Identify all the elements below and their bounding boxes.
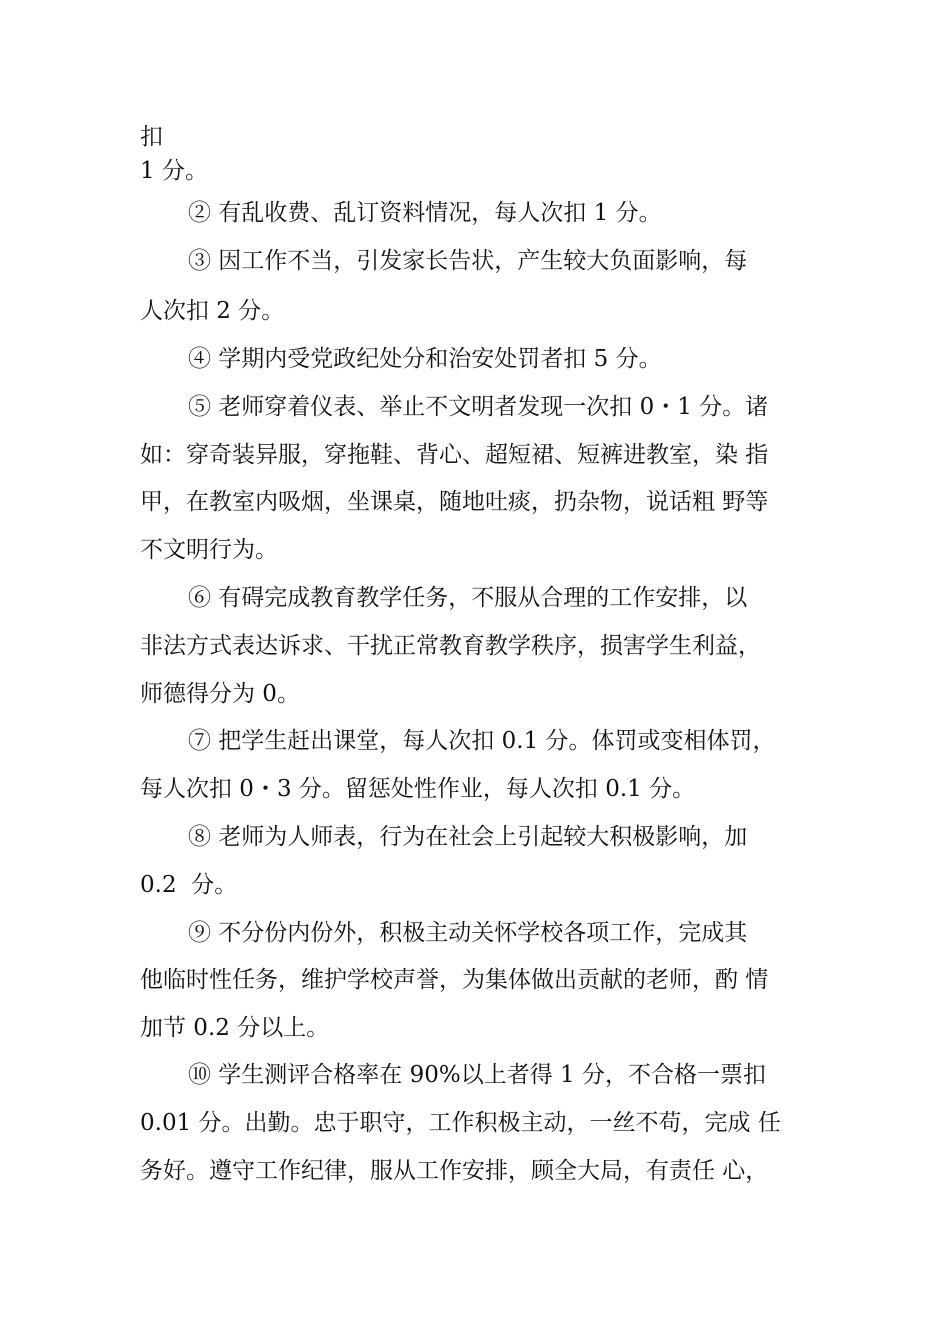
item-6-line-1: ⑥ 有碍完成教育教学任务，不服从合理的工作安排，以 <box>188 585 748 611</box>
item-3-line-2: 人次扣 2 分。 <box>140 298 285 324</box>
item-8-line-1: ⑧ 老师为人师表，行为在社会上引起较大积极影响，加 <box>188 824 748 850</box>
item-5-line-4: 不文明行为。 <box>140 537 278 563</box>
item-2-line-1: ② 有乱收费、乱订资料情况，每人次扣 1 分。 <box>188 200 662 226</box>
text-line: 1 分。 <box>140 158 208 184</box>
item-10-line-2: 0.01 分。出勤。忠于职守，工作积极主动，一丝不苟，完成 任 <box>140 1110 781 1136</box>
item-6-line-3: 师德得分为 0。 <box>140 681 300 707</box>
item-7-line-2: 每人次扣 0・3 分。留惩处性作业，每人次扣 0.1 分。 <box>140 776 696 802</box>
item-5-line-3: 甲，在教室内吸烟，坐课桌，随地吐痰，扔杂物，说话粗 野等 <box>140 489 769 515</box>
item-9-line-3: 加节 0.2 分以上。 <box>140 1015 330 1041</box>
item-8-line-2: 0.2 分。 <box>140 872 238 898</box>
text-line: 扣 <box>140 124 163 150</box>
item-3-line-1: ③ 因工作不当，引发家长告状，产生较大负面影响，每 <box>188 248 748 274</box>
item-5-line-2: 如：穿奇装异服，穿拖鞋、背心、超短裙、短裤进教室，染 指 <box>140 442 769 468</box>
item-6-line-2: 非法方式表达诉求、干扰正常教育教学秩序，损害学生利益， <box>140 633 761 659</box>
item-9-line-2: 他临时性任务，维护学校声誉，为集体做出贡献的老师，酌 情 <box>140 967 769 993</box>
item-5-line-1: ⑤ 老师穿着仪表、举止不文明者发现一次扣 0・1 分。诸 <box>188 394 769 420</box>
item-10-line-1: ⑩ 学生测评合格率在 90%以上者得 1 分，不合格一票扣 <box>188 1062 766 1088</box>
item-9-line-1: ⑨ 不分份内份外，积极主动关怀学校各项工作，完成其 <box>188 920 748 946</box>
item-10-line-3: 务好。遵守工作纪律，服从工作安排，顾全大局，有责任 心， <box>140 1158 769 1184</box>
item-7-line-1: ⑦ 把学生赶出课堂，每人次扣 0.1 分。体罚或变相体罚， <box>188 728 776 754</box>
item-4-line-1: ④ 学期内受党政纪处分和治安处罚者扣 5 分。 <box>188 346 662 372</box>
